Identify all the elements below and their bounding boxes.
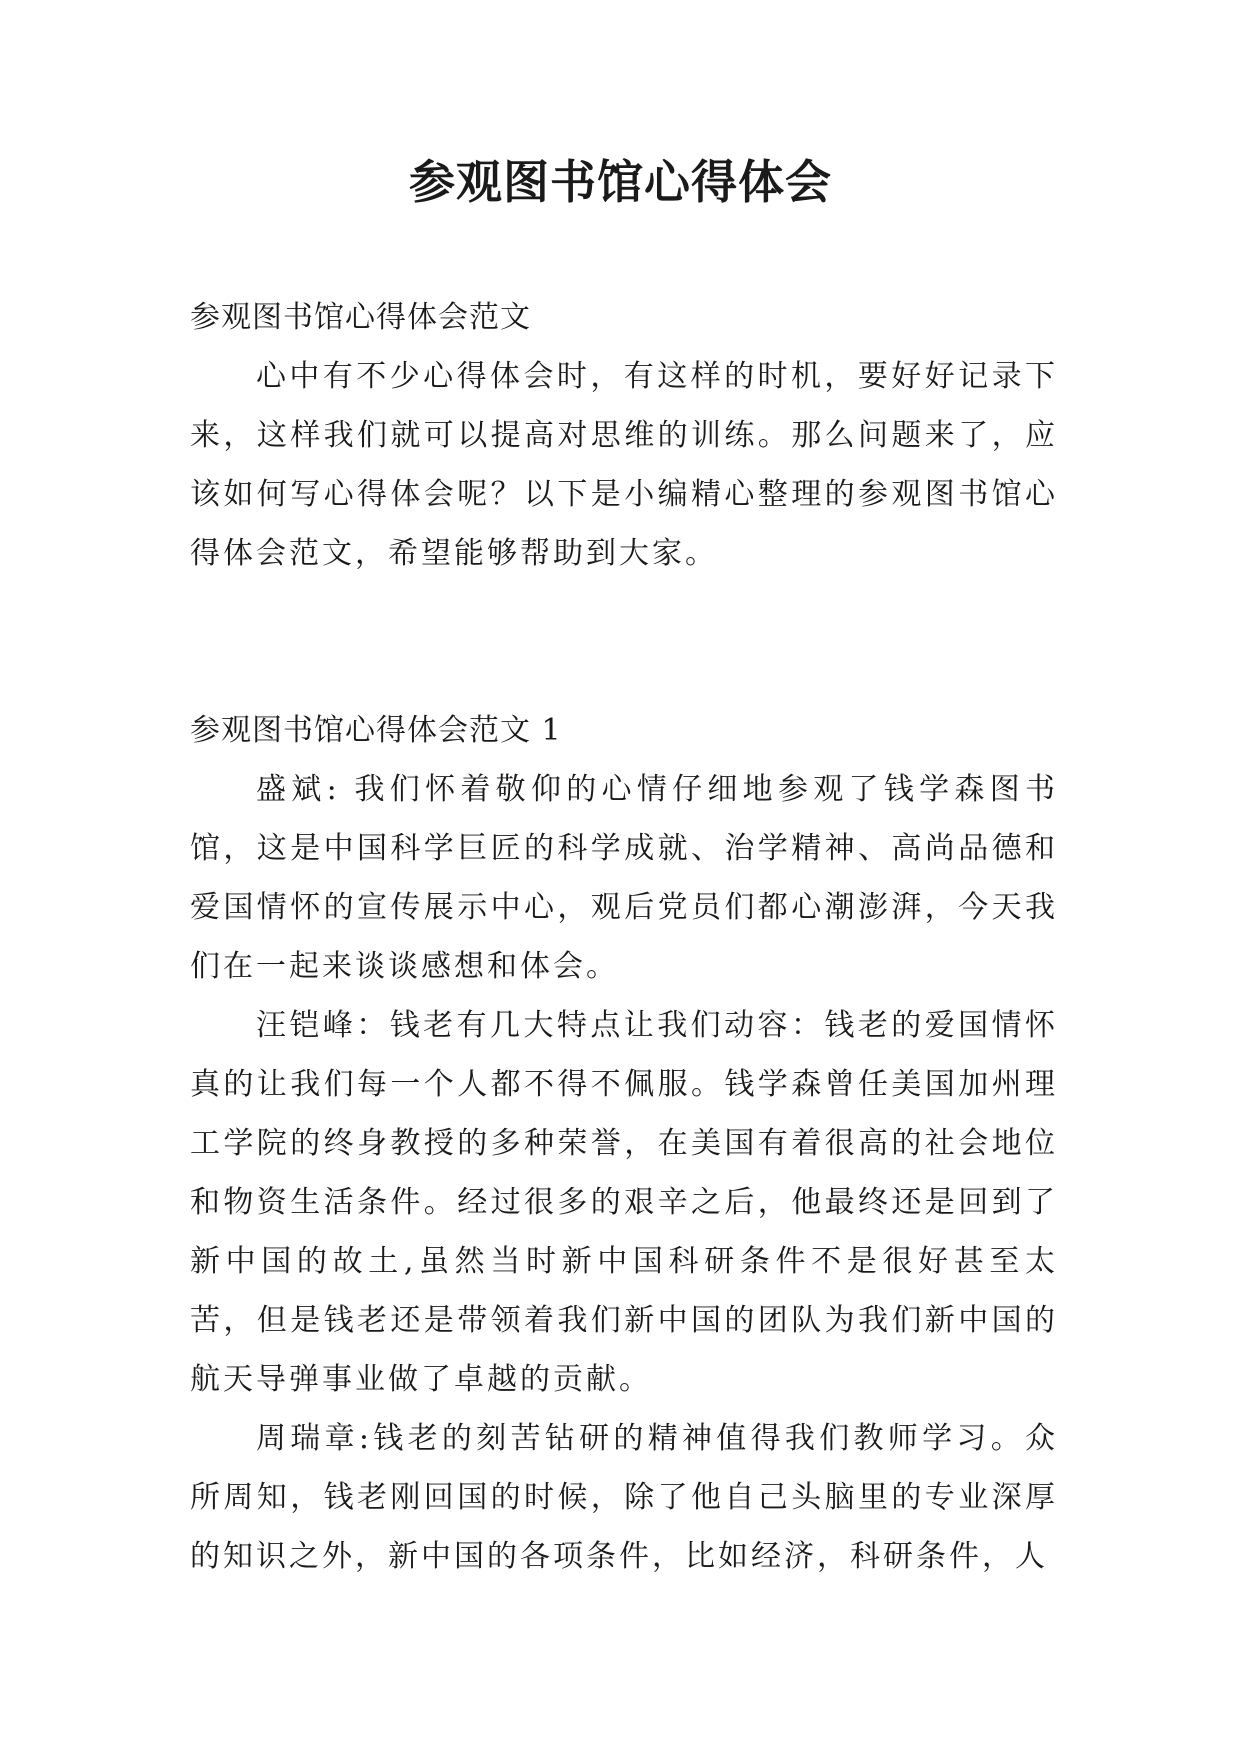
intro-heading: 参观图书馆心得体会范文: [190, 300, 531, 335]
body-paragraph: 盛斌: 我们怀着敬仰的心情仔细地参观了钱学森图书馆，这是中国科学巨匠的科学成就、治学精神、高尚品德和爱国情怀的宣传展示中心，观后党员们都心潮澎湃，今天我们在一起来谈谈感想和体会。: [190, 772, 1058, 984]
body-paragraph: 汪铠峰：钱老有几大特点让我们动容：钱老的爱国情怀真的让我们每一个人都不得不佩服。钱学森曾任美国加州理工学院的终身教授的多种荣誉，在美国有着很高的社会地位和物资生活条件。经过很多的艰辛之后，他最终还是回到了新中国的故土,虽然当时新中国科研条件不是很好甚至太苦，但是钱老还是带领着我们新中国的团队为我们新中国的航天导弹事业做了卓越的贡献。: [190, 1008, 1058, 1397]
intro-paragraph: 心中有不少心得体会时，有这样的时机，要好好记录下来，这样我们就可以提高对思维的训练。那么问题来了，应该如何写心得体会呢？以下是小编精心整理的参观图书馆心得体会范文，希望能够帮助到大家。: [190, 359, 1058, 571]
document-body: [190, 288, 1058, 1586]
document-title: 参观图书馆心得体会: [409, 155, 832, 209]
section-heading: 参观图书馆心得体会范文 1: [190, 713, 562, 748]
body-paragraph: 周瑞章:钱老的刻苦钻研的精神值得我们教师学习。众所周知，钱老刚回国的时候，除了他自己头脑里的专业深厚的知识之外，新中国的各项条件，比如经济，科研条件，人: [190, 1421, 1058, 1574]
